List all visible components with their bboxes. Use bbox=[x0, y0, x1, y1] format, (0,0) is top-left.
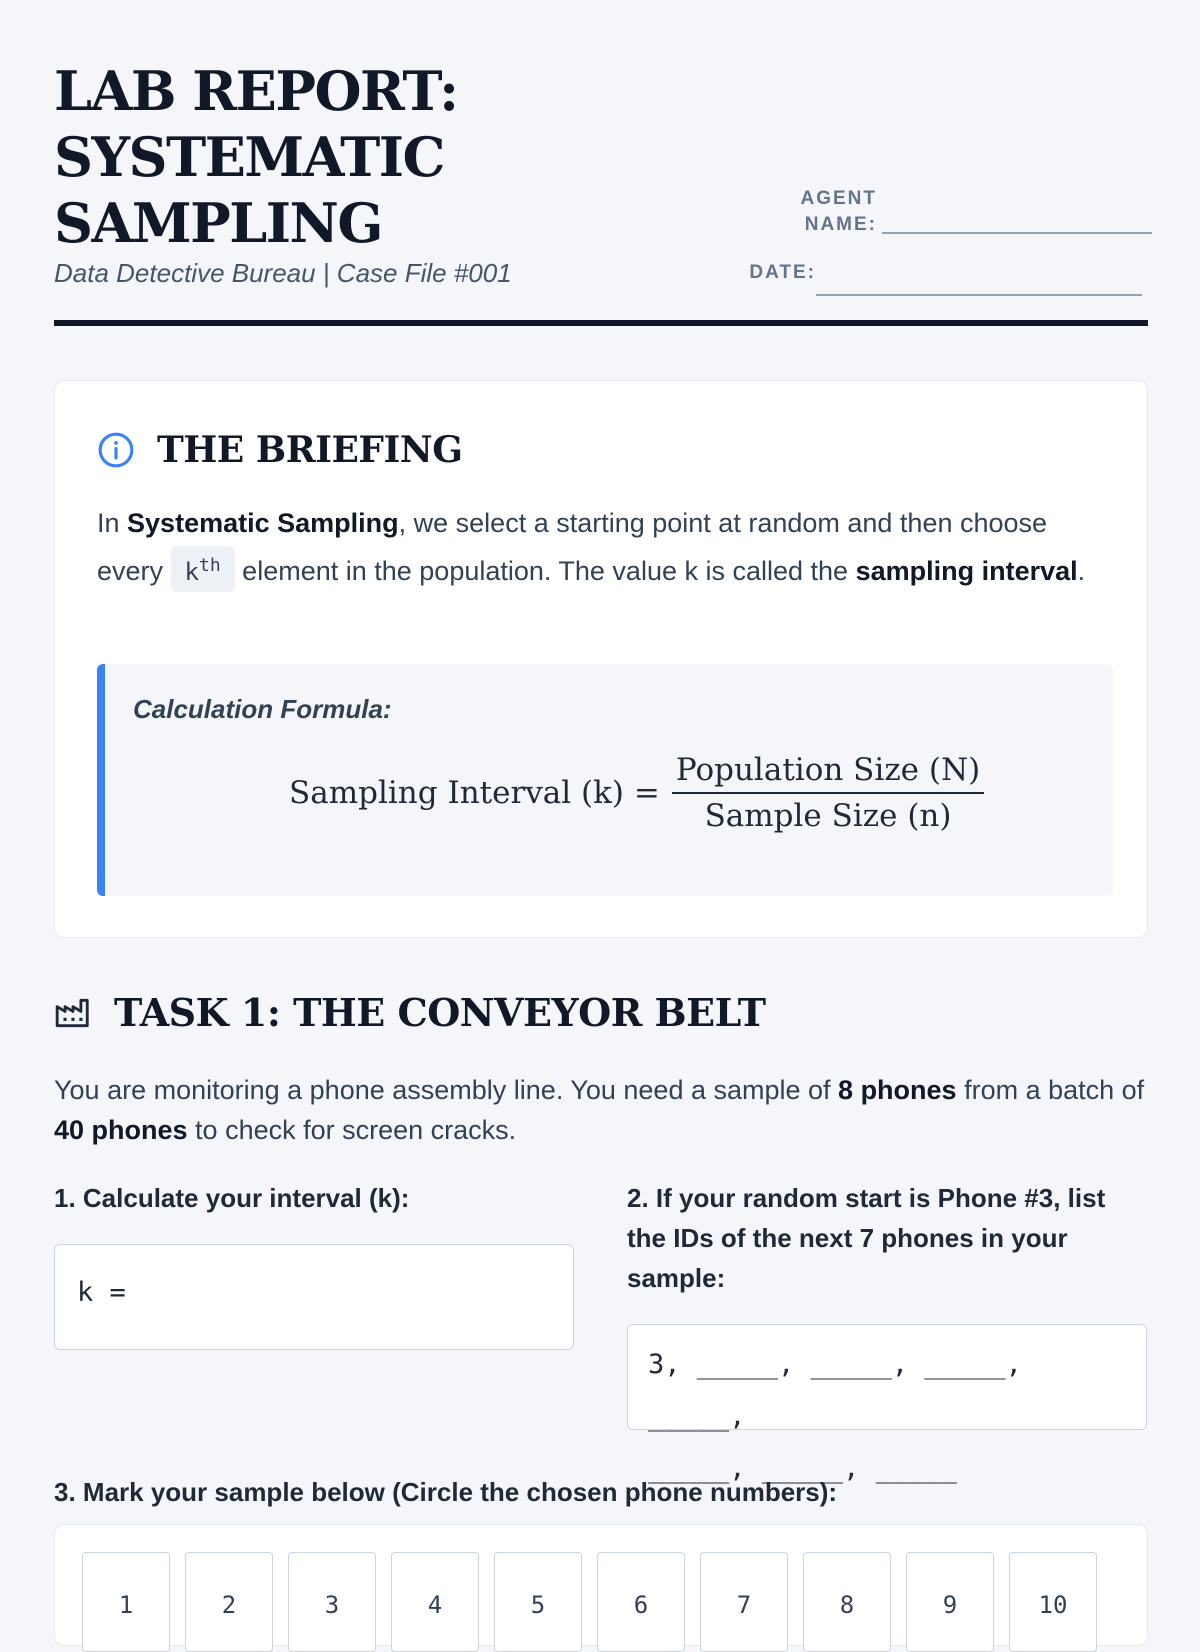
formula-lhs: Sampling Interval (k) = bbox=[289, 775, 660, 811]
page-title bbox=[54, 58, 514, 256]
agent-label-line1: AGENT bbox=[800, 188, 877, 209]
formula-denominator: Sample Size (n) bbox=[704, 798, 952, 834]
task1-heading bbox=[54, 990, 766, 1035]
task1-description bbox=[54, 1070, 1148, 1150]
date-field[interactable] bbox=[816, 254, 1142, 296]
formula-callout bbox=[97, 664, 1113, 896]
question1-label: 1. Calculate your interval (k): bbox=[54, 1183, 410, 1213]
date-label: DATE: bbox=[749, 262, 816, 283]
lab-report-page bbox=[54, 0, 1148, 1619]
sequence-answer-box[interactable] bbox=[627, 1324, 1147, 1484]
agent-label-line2: NAME: bbox=[804, 214, 877, 235]
kth-code-sup: th bbox=[198, 555, 221, 576]
interval-answer-box[interactable] bbox=[54, 1244, 574, 1350]
task-text-part: to check for screen cracks. bbox=[187, 1115, 517, 1145]
task-text-part: You are monitoring a phone assembly line. You need a sample of bbox=[54, 1075, 839, 1105]
phone-cell[interactable]: 7 bbox=[700, 1552, 788, 1652]
sampling-interval-formula bbox=[289, 752, 984, 834]
phone-cell[interactable]: 8 bbox=[803, 1552, 891, 1652]
formula-fraction bbox=[672, 752, 984, 834]
formula-label: Calculation Formula: bbox=[133, 694, 392, 724]
briefing-text-part: element in the population. The value k is called the bbox=[234, 556, 856, 586]
briefing-paragraph bbox=[97, 501, 1097, 594]
phone-cell[interactable]: 3 bbox=[288, 1552, 376, 1652]
population-size-emphasis: 40 phones bbox=[54, 1115, 188, 1145]
page-subtitle: Data Detective Bureau | Case File #001 bbox=[54, 258, 512, 288]
sequence-line: 3, _____, _____, _____, _____, bbox=[648, 1349, 1022, 1432]
info-circle-icon bbox=[97, 431, 135, 469]
phone-cell[interactable]: 6 bbox=[597, 1552, 685, 1652]
question3-label: 3. Mark your sample below (Circle the chosen phone numbers): bbox=[54, 1477, 838, 1507]
report-header bbox=[54, 0, 1148, 330]
phone-cell[interactable]: 9 bbox=[906, 1552, 994, 1652]
phone-grid bbox=[82, 1552, 1112, 1652]
title-line: LAB REPORT: bbox=[54, 59, 458, 123]
phone-cell[interactable]: 2 bbox=[185, 1552, 273, 1652]
phone-cell[interactable]: 1 bbox=[82, 1552, 170, 1652]
briefing-text-part: In bbox=[97, 508, 128, 538]
formula-numerator: Population Size (N) bbox=[672, 752, 984, 794]
phone-cell[interactable]: 5 bbox=[494, 1552, 582, 1652]
kth-code-k: k bbox=[184, 558, 199, 586]
phone-cell[interactable]: 10 bbox=[1009, 1552, 1097, 1652]
briefing-heading bbox=[97, 429, 462, 471]
title-line: SAMPLING bbox=[54, 191, 382, 255]
sampling-interval-term: sampling interval bbox=[855, 556, 1078, 586]
k-prefix: k = bbox=[77, 1277, 126, 1308]
header-divider bbox=[54, 320, 1148, 326]
agent-name-label bbox=[759, 186, 877, 238]
briefing-title: THE BRIEFING bbox=[157, 429, 463, 471]
systematic-sampling-term: Systematic Sampling bbox=[127, 508, 399, 538]
task-text-part: from a batch of bbox=[956, 1075, 1145, 1105]
task1-title: TASK 1: THE CONVEYOR BELT bbox=[114, 990, 766, 1035]
briefing-text-part: . bbox=[1077, 556, 1086, 586]
sample-size-emphasis: 8 phones bbox=[838, 1075, 957, 1105]
question2-label: 2. If your random start is Phone #3, list the IDs of the next 7 phones in your sample: bbox=[627, 1183, 1106, 1293]
title-line: SYSTEMATIC bbox=[54, 125, 445, 189]
phone-grid-card bbox=[54, 1524, 1148, 1646]
factory-icon bbox=[54, 994, 92, 1032]
sequence-line: _____, _____, _____ bbox=[648, 1453, 957, 1484]
kth-code bbox=[171, 546, 235, 592]
briefing-text-part: , we select a starting point at random and then choose every bbox=[97, 508, 1048, 586]
agent-name-field[interactable] bbox=[882, 194, 1152, 234]
phone-cell[interactable]: 4 bbox=[391, 1552, 479, 1652]
briefing-card bbox=[54, 380, 1148, 938]
